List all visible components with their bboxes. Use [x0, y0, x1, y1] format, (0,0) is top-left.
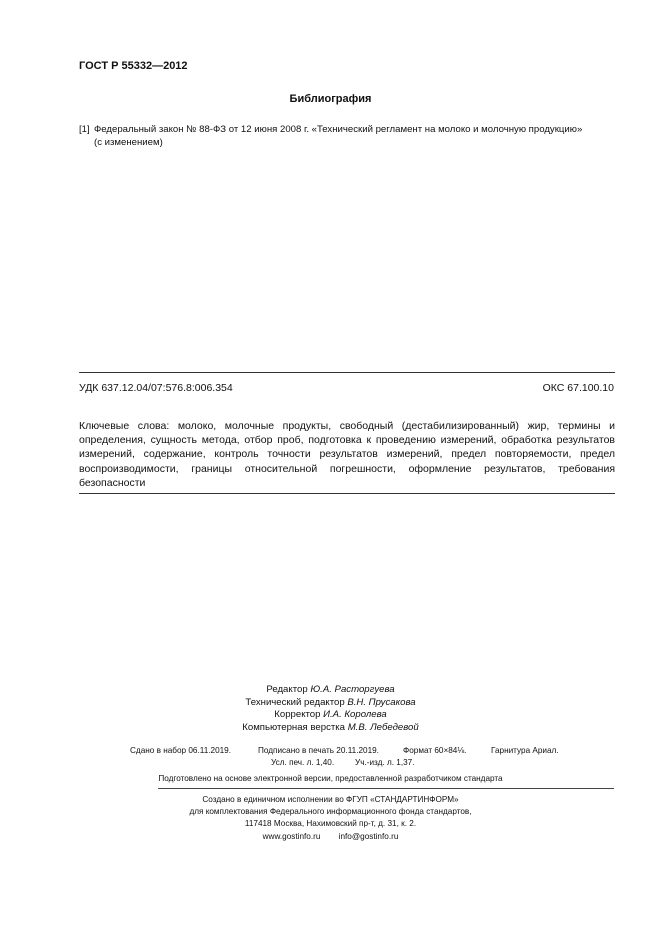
imprint-line3: 117418 Москва, Нахимовский пр-т, д. 31, к. 2. [244, 819, 417, 829]
imprint-block [0, 794, 661, 843]
credit-corrector: Корректор И.А. Королева [274, 709, 387, 721]
publisher-sheets: Уч.-изд. л. 1,37. [355, 758, 415, 767]
bibliography-entry [79, 124, 615, 149]
ref-text-line1: Федеральный закон № 88-ФЗ от 12 июня 2008 г. «Технический регламент на молоко и молочную продукцию» [94, 124, 583, 135]
divider-middle [79, 493, 615, 494]
credit-tech-editor: Технический редактор В.Н. Прусакова [245, 696, 416, 708]
credit-layout: Компьютерная верстка М.В. Лебедевой [242, 721, 419, 733]
divider-top [79, 372, 615, 373]
credit-editor: Редактор Ю.А. Расторгуева [266, 684, 395, 695]
oks-code: ОКС 67.100.10 [542, 382, 614, 394]
credits-block [0, 684, 661, 734]
imprint-line2: для комплектования Федерального информационного фонда стандартов, [189, 807, 472, 817]
ref-text-line2: (с изменением) [94, 136, 163, 148]
bibliography-title: Библиография [289, 93, 372, 105]
ref-number: [1] [79, 124, 90, 135]
keywords-label: Ключевые слова: [79, 420, 170, 432]
keywords-block [79, 419, 615, 490]
keywords-text: молоко, молочные продукты, свободный (дестабилизированный) жир, термины и определения, сущность метода, отбор проб, подготовка к проведению измерений, обработка результатов измерений, содержание, контроль точности результатов измерений, предел повторяемости, предел воспроизводимости, границы относительной погрешности, оформление результатов, требования безопасности [79, 420, 615, 489]
website-link[interactable]: www.gostinfo.ru [262, 831, 321, 841]
paper-format: Формат 60×84⅛. [403, 746, 467, 755]
signed-date: Подписано в печать 20.11.2019. [258, 746, 379, 755]
email-link[interactable]: info@gostinfo.ru [338, 831, 399, 841]
standard-designation: ГОСТ Р 55332—2012 [79, 60, 188, 72]
typeface: Гарнитура Ариал. [491, 746, 559, 755]
imprint-line1: Создано в единичном исполнении во ФГУП «СТАНДАРТИНФОРМ» [202, 795, 459, 804]
imprint-contacts [0, 831, 661, 843]
print-sheets: Усл. печ. л. 1,40. [271, 758, 335, 767]
submitted-date: Сдано в набор 06.11.2019. [130, 746, 232, 755]
prepared-note: Подготовлено на основе электронной версии, предоставленной разработчиком стандарта [158, 774, 503, 783]
divider-bottom [158, 788, 614, 789]
udk-code: УДК 637.12.04/07:576.8:006.354 [79, 382, 233, 394]
